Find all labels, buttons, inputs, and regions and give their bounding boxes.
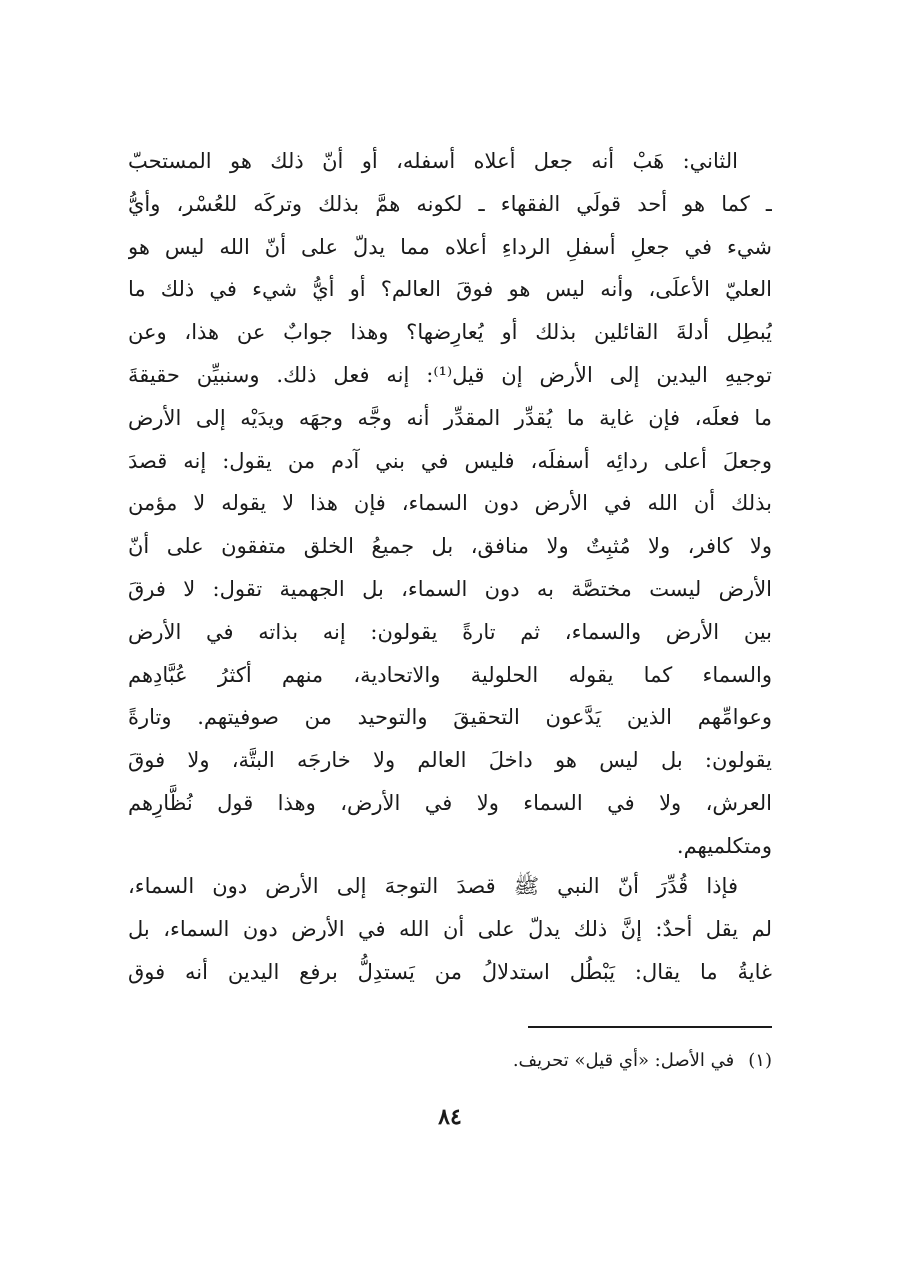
text-line: توجيهِ اليدين إلى الأرض إن قيل⁽¹⁾: إنه فعل ذلك. وسنبيِّن حقيقةَ [128,362,772,387]
text-line: الأرض ليست مختصَّة به دون السماء، بل الجهمية تقول: لا فرقَ [128,576,772,601]
text-line: شيء في جعلِ أسفلِ الرداءِ أعلاه مما يدلّ على أنّ الله ليس هو [128,234,772,259]
footnote-divider [528,1026,772,1028]
text-line: ـ كما هو أحد قولَي الفقهاء ـ لكونه همَّ بذلك وتركَه للعُسْر، وأيُّ [128,191,772,216]
text-line: ما فعلَه، فإن غاية ما يُقدِّر المقدِّر أنه وجَّه وجهَه ويدَيْه إلى الأرض [128,405,772,430]
text-line: يقولون: بل ليس هو داخلَ العالم ولا خارجَه البتَّة، ولا فوقَ [128,748,772,773]
footnote [128,1046,772,1076]
text-line: ومتكلميهم. [676,833,772,858]
text-line: العرش، ولا في السماء ولا في الأرض، وهذا قول نُظَّارِهم [128,790,772,815]
text-line: العليّ الأعلَى، وأنه ليس هو فوقَ العالم؟ أو أيُّ شيء في ذلك ما [128,277,772,302]
text-line: بذلك أن الله في الأرض دون السماء، فإن هذا لا يقوله لا مؤمن [128,491,772,516]
page-number: ٨٤ [438,1104,462,1130]
text-line: فإذا قُدِّرَ أنّ النبي ﷺ قصدَ التوجهَ إلى الأرض دون السماء، [128,874,738,898]
footnote-number: (١) [748,1050,772,1071]
text-line: ولا كافر، ولا مُثبِتٌ ولا منافق، بل جميعُ الخلق متفقون على أنّ [128,534,772,559]
text-line: بين الأرض والسماء، ثم تارةً يقولون: إنه بذاته في الأرض [128,619,772,644]
footnote-text: في الأصل: «أي قيل» تحريف. [512,1050,735,1071]
paragraph-2 [128,865,772,993]
paragraph-1 [128,140,772,868]
text-line: وجعلَ أعلى ردائِه أسفلَه، فليس في بني آدم من يقول: إنه قصدَ [128,448,772,473]
text-line: لم يقل أحدٌ: إنَّ ذلك يدلّ على أن الله في الأرض دون السماء، بل [128,916,772,941]
text-line: والسماء كما يقوله الحلولية والاتحادية، منهم أكثرُ عُبَّادِهم [128,662,772,687]
text-line: وعوامِّهم الذين يَدَّعون التحقيقَ والتوحيد من صوفيتهم. وتارةً [128,705,772,730]
text-line: يُبطِل أدلةَ القائلين بذلك أو يُعارِضها؟ وهذا جوابٌ عن هذا، وعن [128,320,772,345]
text-line: الثاني: هَبْ أنه جعل أعلاه أسفله، أو أنّ ذلك هو المستحبّ [128,149,738,173]
text-line: غايةُ ما يقال: يَبْطُل استدلالُ من يَستدِلُّ برفع اليدين أنه فوق [128,959,772,984]
